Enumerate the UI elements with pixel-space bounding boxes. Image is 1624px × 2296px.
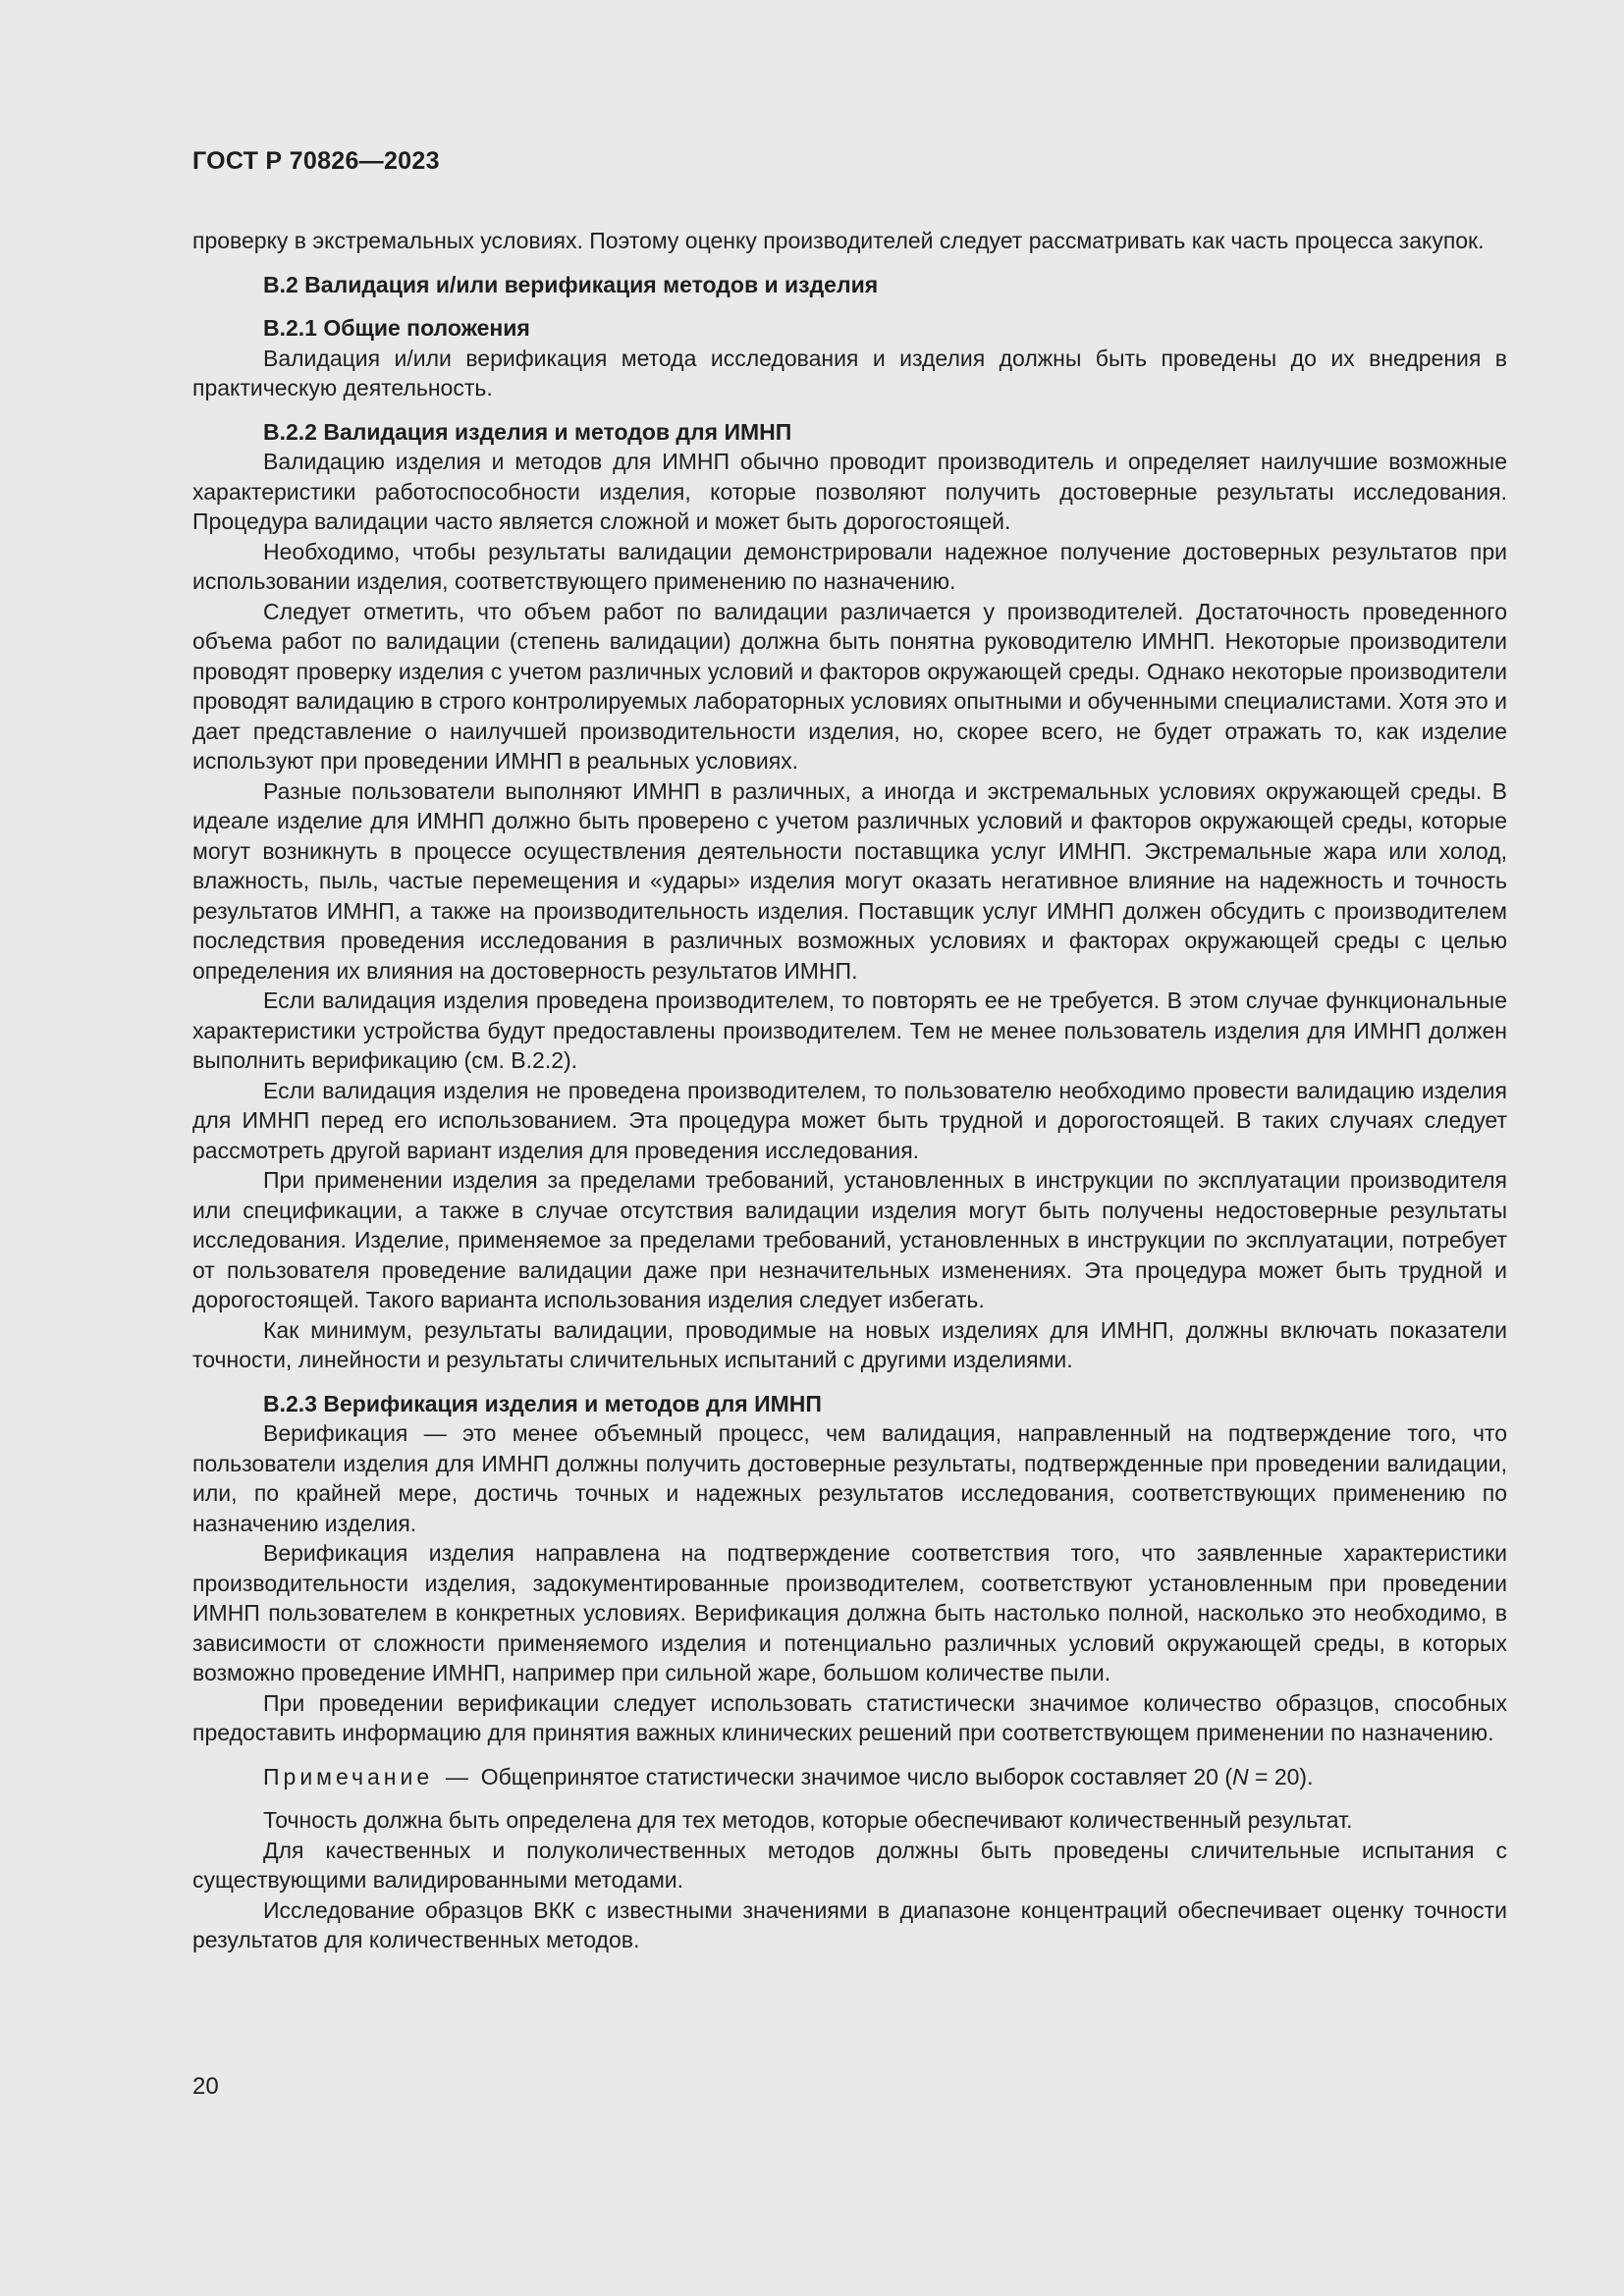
note-dash: —: [445, 1763, 468, 1789]
document-body: [192, 226, 1507, 1955]
paragraph: При применении изделия за пределами требований, установленных в инструкции по эксплуатации производителя или спецификации, а также в случае отсутствия валидации изделия могут быть получены недостоверные результаты исследования. Изделие, применяемое за пределами требований, установленных в инструкции по эксплуатации, потребует от пользователя проведение валидации даже при незначительных изменениях. Эта процедура может быть трудной и дорогостоящей. Такого варианта использования изделия следует избегать.: [192, 1167, 1507, 1312]
paragraph: Если валидация изделия проведена производителем, то повторять ее не требуется. В этом случае функциональные характеристики устройства будут предоставлены производителем. Тем не менее пользователь изделия для ИМНП должен выполнить верификацию (см. В.2.2).: [192, 988, 1507, 1073]
paragraph: Если валидация изделия не проведена производителем, то пользователю необходимо провести валидацию изделия для ИМНП перед его использованием. Эта процедура может быть трудной и дорогостоящей. В таких случаях следует рассмотреть другой вариант изделия для проведения исследования.: [192, 1077, 1507, 1163]
paragraph: Необходимо, чтобы результаты валидации демонстрировали надежное получение достоверных результатов при использовании изделия, соответствующего применению по назначению.: [192, 538, 1507, 594]
paragraph: проверку в экстремальных условиях. Поэтому оценку производителей следует рассматривать как часть процесса закупок.: [192, 228, 1485, 253]
paragraph: Для качественных и полуколичественных методов должны быть проведены сличительные испытания с существующими валидированными методами.: [192, 1837, 1507, 1893]
paragraph: Валидацию изделия и методов для ИМНП обычно проводит производитель и определяет наилучшие возможные характеристики работоспособности изделия, которые позволяют получить достоверные результаты исследования. Процедура валидации часто является сложной и может быть дорогостоящей.: [192, 449, 1507, 534]
page-number: 20: [192, 2073, 219, 2100]
paragraph: Верификация изделия направлена на подтверждение соответствия того, что заявленные характеристики производительности изделия, задокументированные производителем, соответствуют установленным при проведении ИМНП пользователем в конкретных условиях. Верификация должна быть настолько полной, насколько это необходимо, в зависимости от сложности применяемого изделия и потенциально различных условий окружающей среды, в которых возможно проведение ИМНП, например при сильной жаре, большом количестве пыли.: [192, 1540, 1507, 1685]
paragraph: Валидация и/или верификация метода исследования и изделия должны быть проведены до их внедрения в практическую деятельность.: [192, 345, 1507, 400]
paragraph: Точность должна быть определена для тех методов, которые обеспечивают количественный результат.: [263, 1807, 1353, 1833]
note-variable: N: [1231, 1763, 1249, 1789]
paragraph: Следует отметить, что объем работ по валидации различается у производителей. Достаточность проведенного объема работ по валидации (степень валидации) должна быть понятна руководителю ИМНП. Некоторые производители проводят проверку изделия с учетом различных условий и факторов окружающей среды. Однако некоторые производители проводят валидацию в строго контролируемых лабораторных условиях опытными и обученными специалистами. Хотя это и дает представление о наилучшей производительности изделия, но, скорее всего, не будет отражать то, как изделие используют при проведении ИМНП в реальных условиях.: [192, 598, 1507, 774]
paragraph: Верификация — это менее объемный процесс, чем валидация, направленный на подтверждение того, что пользователи изделия для ИМНП должны получить достоверные результаты, подтвержденные при проведении валидации, или, по крайней мере, достичь точных и надежных результатов исследования, соответствующих применению по назначению изделия.: [192, 1420, 1507, 1536]
section-heading-b21: В.2.1 Общие положения: [263, 315, 530, 341]
standard-code-header: ГОСТ Р 70826—2023: [192, 147, 440, 175]
section-heading-b2: В.2 Валидация и/или верификация методов и изделия: [263, 271, 879, 297]
section-heading-b22: В.2.2 Валидация изделия и методов для ИМНП: [263, 418, 792, 445]
section-heading-b23: В.2.3 Верификация изделия и методов для ИМНП: [263, 1390, 822, 1416]
note-label: Примечание: [263, 1763, 434, 1789]
note-text: Общепринятое статистически значимое число выборок составляет 20 (: [480, 1763, 1232, 1789]
paragraph: Разные пользователи выполняют ИМНП в различных, а иногда и экстремальных условиях окружающей среды. В идеале изделие для ИМНП должно быть проверено с учетом различных условий и факторов окружающей среды, которые могут возникнуть в процессе осуществления деятельности поставщика услуг ИМНП. Экстремальные жара или холод, влажность, пыль, частые перемещения и «удары» изделия могут оказать негативное влияние на надежность и точность результатов ИМНП, а также на производительность изделия. Поставщик услуг ИМНП должен обсудить с производителем последствия проведения исследования в различных возможных условиях и факторах окружающей среды с целью определения их влияния на достоверность результатов ИМНП.: [192, 777, 1507, 984]
paragraph: Исследование образцов ВКК с известными значениями в диапазоне концентраций обеспечивает оценку точности результатов для количественных методов.: [192, 1896, 1507, 1952]
note-end: = 20).: [1248, 1763, 1314, 1789]
note: [192, 1762, 1507, 1792]
paragraph: При проведении верификации следует использовать статистически значимое количество образцов, способных предоставить информацию для принятия важных клинических решений при соответствующем применении по назначению.: [192, 1689, 1507, 1745]
paragraph: Как минимум, результаты валидации, проводимые на новых изделиях для ИМНП, должны включать показатели точности, линейности и результаты сличительных испытаний с другими изделиями.: [192, 1316, 1507, 1372]
